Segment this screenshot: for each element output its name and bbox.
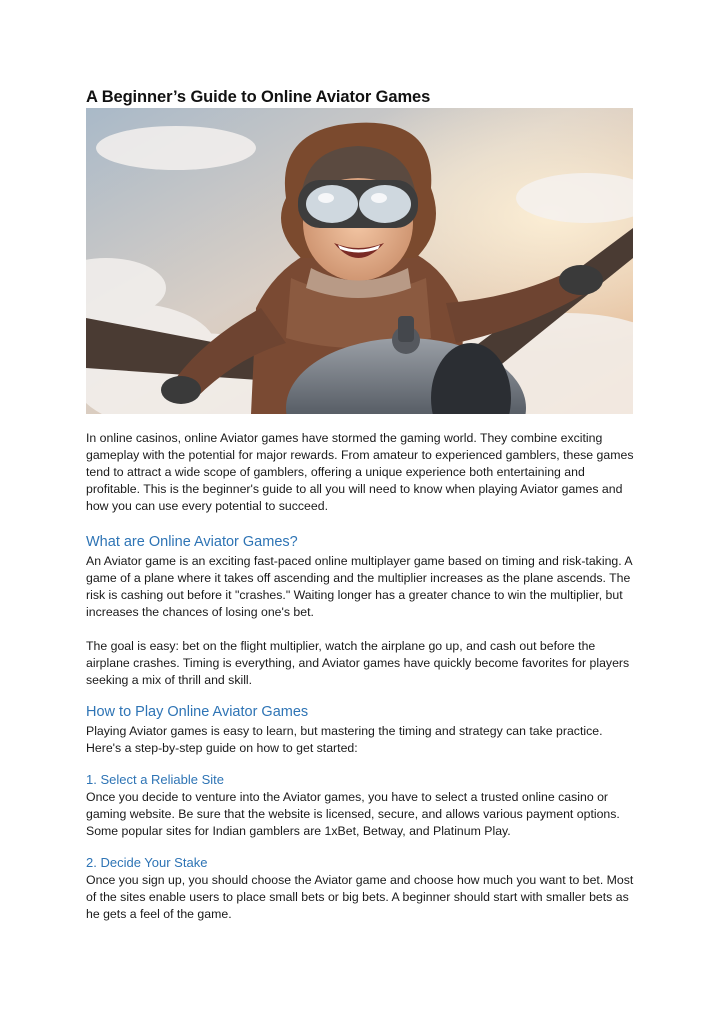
section-paragraph: Playing Aviator games is easy to learn, but mastering the timing and strategy can take practice. Here's a step-by-step guide on how to get started: xyxy=(86,724,603,755)
intro-paragraph: In online casinos, online Aviator games have stormed the gaming world. They combine exciting gameplay with the potential for major rewards. From amateur to experienced gamblers, these games tend to attract a wide scope of gamblers, offering a unique experience both entertaining and profitable. This is the beginner's guide to all you will need to know when playing Aviator games and how you can use every potential to succeed. xyxy=(86,431,634,513)
page-title: A Beginner’s Guide to Online Aviator Games xyxy=(86,88,431,106)
section-paragraph: The goal is easy: bet on the flight multiplier, watch the airplane go up, and cash out before the airplane crashes. Timing is everything, and Aviator games have quickly become favorites for players seeking a mix of thrill and skill. xyxy=(86,639,630,687)
step-paragraph: Once you sign up, you should choose the Aviator game and choose how much you want to bet. Most of the sites enable users to place small bets or big bets. A beginner should start with smaller bets as he gets a feel of the game. xyxy=(86,873,634,921)
aviator-child-pilot-icon xyxy=(86,108,633,414)
section-paragraph: An Aviator game is an exciting fast-paced online multiplayer game based on timing and risk-taking. A game of a plane where it takes off ascending and the multiplier increases as the plane ascends. The risk is cashing out before it "crashes." Waiting longer has a greater chance to win the multiplier, but increases the chances of losing one's bet. xyxy=(86,554,632,619)
step-heading-decide-stake: 2. Decide Your Stake xyxy=(86,855,208,870)
section-heading-how-to-play: How to Play Online Aviator Games xyxy=(86,704,309,720)
step-heading-select-site: 1. Select a Reliable Site xyxy=(86,772,225,787)
hero-image xyxy=(86,108,633,414)
step-paragraph: Once you decide to venture into the Aviator games, you have to select a trusted online casino or gaming website. Be sure that the website is licensed, secure, and allows various payment options. Some popular sites for Indian gamblers are 1xBet, Betway, and Platinum Play. xyxy=(86,790,620,838)
article-body xyxy=(86,430,638,923)
section-heading-what-are: What are Online Aviator Games? xyxy=(86,534,298,550)
